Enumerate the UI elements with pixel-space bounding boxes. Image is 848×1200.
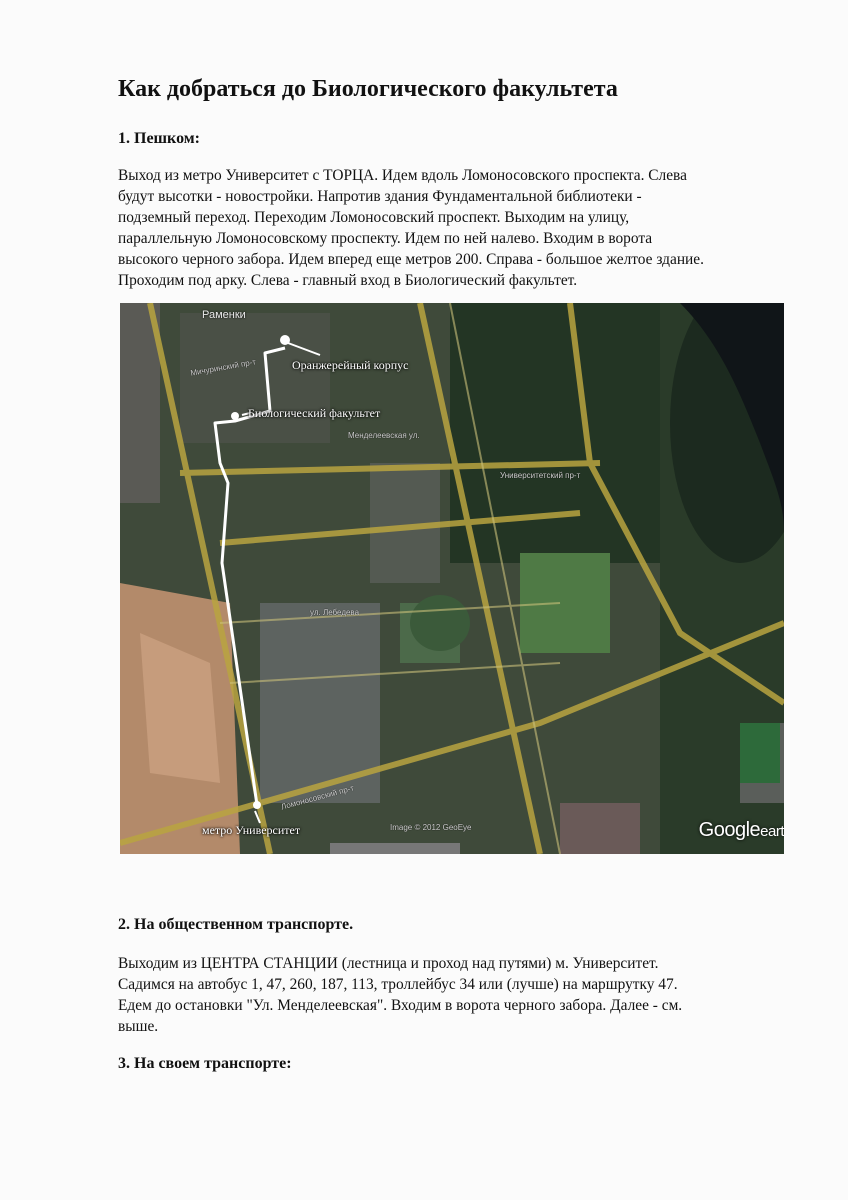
page-title: Как добраться до Биологического факультета (118, 76, 618, 102)
text-line: выше. (118, 1018, 159, 1035)
metro-label: метро Университет (202, 823, 301, 837)
text-line: Проходим под арку. Слева - главный вход в Биологический факультет. (118, 272, 578, 289)
street-label: Менделеевская ул. (348, 431, 420, 440)
section-walk-heading: 1. Пешком: (118, 130, 200, 147)
faculty-label: Биологический факультет (248, 406, 381, 420)
ramenki-label: Раменки (202, 309, 246, 321)
text-line: Выходим из ЦЕНТРА СТАНЦИИ (лестница и проход над путями) м. Университет. (118, 955, 659, 972)
satellite-map (120, 303, 784, 854)
text-line: параллельную Ломоносовскому проспекту. Идем по ней налево. Входим в ворота (118, 230, 653, 247)
text-line: Садимся на автобус 1, 47, 260, 187, 113, троллейбус 34 или (лучше) на маршрутку 47. (118, 976, 678, 993)
street-label: ул. Лебедева (310, 608, 360, 617)
section-own-transport-heading: 3. На своем транспорте: (118, 1055, 292, 1072)
section-walk-text (118, 165, 768, 291)
greenhouse-label: Оранжерейный корпус (292, 358, 409, 372)
section-transport-text (118, 953, 768, 1037)
section-transport-heading: 2. На общественном транспорте. (118, 916, 354, 933)
text-line: Едем до остановки "Ул. Менделеевская". Входим в ворота черного забора. Далее - см. (118, 997, 683, 1014)
street-label: Ломоносовский пр-т (280, 783, 355, 812)
text-line: высокого черного забора. Идем вперед еще метров 200. Справа - большое желтое здание. (118, 251, 704, 268)
imagery-credit: Image © 2012 GeoEye (390, 823, 472, 832)
street-label: Университетский пр-т (500, 471, 581, 480)
street-label: Мичуринский пр-т (189, 357, 257, 378)
text-line: Выход из метро Университет с ТОРЦА. Идем вдоль Ломоносовского проспекта. Слева (118, 167, 687, 184)
google-earth-logo: Googleeart (698, 819, 784, 841)
map-graphic (120, 303, 784, 854)
text-line: подземный переход. Переходим Ломоносовский проспект. Выходим на улицу, (118, 209, 630, 226)
text-line: будут высотки - новостройки. Напротив здания Фундаментальной библиотеки - (118, 188, 642, 205)
